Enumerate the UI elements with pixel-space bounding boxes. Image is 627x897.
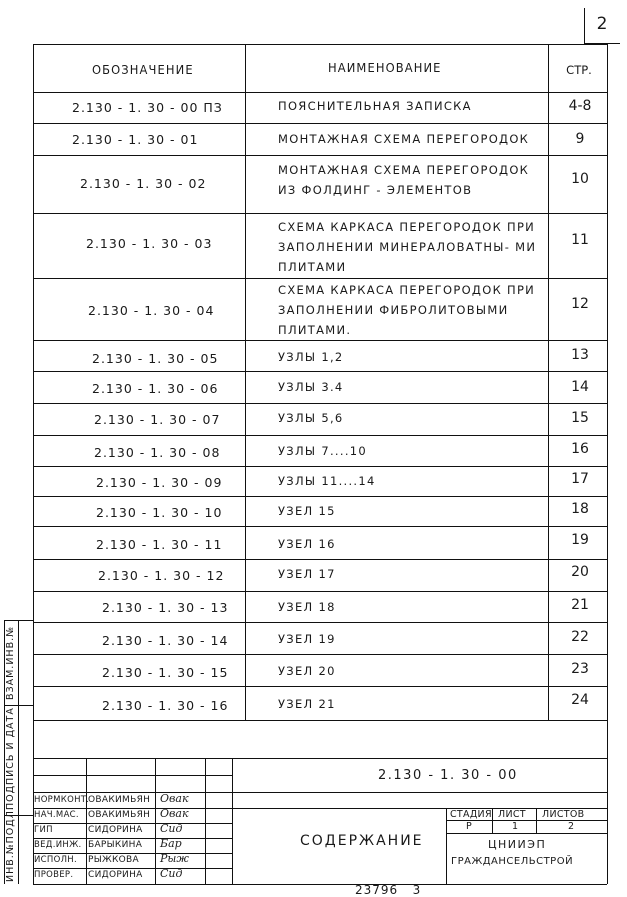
signature: Овак — [160, 807, 189, 820]
row-code: 2.130 - 1. 30 - 11 — [96, 537, 223, 552]
row-code: 2.130 - 1. 30 - 06 — [92, 381, 219, 396]
row-code: 2.130 - 1. 30 - 16 — [102, 698, 229, 713]
row-page: 19 — [571, 532, 589, 548]
row-page: 21 — [571, 597, 589, 613]
row-page: 17 — [571, 471, 589, 487]
role-label: ИСПОЛН. — [34, 855, 77, 865]
row-code: 2.130 - 1. 30 - 02 — [80, 176, 207, 191]
row-code: 2.130 - 1. 30 - 05 — [92, 351, 219, 366]
row-name: УЗЛЫ 5,6 — [278, 411, 344, 425]
sheets-label: ЛИСТОВ — [542, 809, 585, 820]
header-name: НАИМЕНОВАНИЕ — [328, 60, 442, 75]
row-name: ПОЯСНИТЕЛЬНАЯ ЗАПИСКА — [278, 99, 472, 113]
org-line2: ГРАЖДАНСЕЛЬСТРОЙ — [451, 856, 574, 867]
row-code: 2.130 - 1. 30 - 00 ПЗ — [72, 100, 223, 115]
person-name: СИДОРИНА — [88, 825, 143, 835]
contents-table — [33, 44, 607, 758]
signature: Сид — [160, 822, 183, 835]
row-name: УЗЕЛ 21 — [278, 697, 336, 711]
row-code: 2.130 - 1. 30 - 01 — [72, 132, 199, 147]
row-page: 14 — [571, 379, 589, 395]
row-code: 2.130 - 1. 30 - 08 — [94, 445, 221, 460]
row-page: 24 — [571, 692, 589, 708]
header-page: СТР. — [566, 63, 592, 77]
row-name: СХЕМА КАРКАСА ПЕРЕГОРОДОК ПРИ ЗАПОЛНЕНИИ МИНЕРАЛОВАТНЫ- МИ ПЛИТАМИ — [278, 220, 537, 274]
row-name: УЗЕЛ 19 — [278, 632, 336, 646]
row-code: 2.130 - 1. 30 - 12 — [98, 568, 225, 583]
row-name: МОНТАЖНАЯ СХЕМА ПЕРЕГОРОДОК ИЗ ФОЛДИНГ - ЭЛЕМЕНТОВ — [278, 163, 530, 197]
row-name: УЗЕЛ 20 — [278, 664, 336, 678]
role-label: НАЧ.МАС. — [34, 810, 79, 820]
row-name: УЗЕЛ 17 — [278, 567, 336, 581]
row-name: СХЕМА КАРКАСА ПЕРЕГОРОДОК ПРИ ЗАПОЛНЕНИИ ФИБРОЛИТОВЫМИ ПЛИТАМИ. — [278, 283, 536, 337]
row-page: 15 — [571, 410, 589, 426]
row-code: 2.130 - 1. 30 - 03 — [86, 236, 213, 251]
signature: Бар — [160, 837, 182, 850]
sheet-label: ЛИСТ — [498, 809, 526, 820]
sheet-value: 1 — [512, 821, 519, 832]
row-code: 2.130 - 1. 30 - 04 — [88, 303, 215, 318]
sheets-value: 2 — [568, 821, 575, 832]
row-page: 13 — [571, 347, 589, 363]
person-name: СИДОРИНА — [88, 870, 143, 880]
stamp-replace-inv: ВЗАМ.ИНВ.№ — [5, 626, 16, 700]
signature: Овак — [160, 792, 189, 805]
row-name: УЗЛЫ 11....14 — [278, 474, 376, 488]
row-page: 11 — [571, 232, 589, 248]
row-page: 9 — [575, 131, 585, 147]
row-page: 4-8 — [568, 98, 592, 114]
row-page: 22 — [571, 629, 589, 645]
row-page: 12 — [571, 296, 589, 312]
sheet-number: 2 — [596, 14, 608, 34]
stage-label: СТАДИЯ — [450, 809, 492, 820]
row-code: 2.130 - 1. 30 - 13 — [102, 600, 229, 615]
role-label: НОРМКОНТ. — [34, 795, 90, 805]
row-name: УЗЛЫ 7....10 — [278, 444, 368, 458]
row-page: 23 — [571, 661, 589, 677]
row-code: 2.130 - 1. 30 - 10 — [96, 505, 223, 520]
person-name: ОВАКИМЬЯН — [88, 795, 151, 805]
row-name: УЗЛЫ 1,2 — [278, 350, 344, 364]
footer-number: 23796 3 — [355, 883, 422, 897]
row-name: УЗЕЛ 18 — [278, 600, 336, 614]
doc-title: СОДЕРЖАНИЕ — [300, 833, 424, 849]
row-name: УЗЕЛ 15 — [278, 504, 336, 518]
row-page: 18 — [571, 501, 589, 517]
person-name: РЫЖКОВА — [88, 855, 139, 865]
person-name: ОВАКИМЬЯН — [88, 810, 151, 820]
person-name: БАРЫКИНА — [88, 840, 143, 850]
role-label: ПРОВЕР. — [34, 870, 74, 880]
doc-code: 2.130 - 1. 30 - 00 — [378, 768, 518, 783]
row-page: 20 — [571, 564, 589, 580]
row-code: 2.130 - 1. 30 - 14 — [102, 633, 229, 648]
row-page: 10 — [571, 171, 589, 187]
row-page: 16 — [571, 441, 589, 457]
row-name: УЗЛЫ 3.4 — [278, 380, 344, 394]
stage-value: Р — [466, 821, 473, 832]
row-name: МОНТАЖНАЯ СХЕМА ПЕРЕГОРОДОК — [278, 132, 530, 146]
header-designation: ОБОЗНАЧЕНИЕ — [92, 62, 194, 77]
row-code: 2.130 - 1. 30 - 09 — [96, 475, 223, 490]
row-code: 2.130 - 1. 30 - 07 — [94, 412, 221, 427]
signature: Сид — [160, 867, 183, 880]
role-label: ГИП — [34, 825, 53, 835]
row-name: УЗЕЛ 16 — [278, 537, 336, 551]
stamp-inv-original: ИНВ.№ПОДЛ. — [5, 806, 16, 882]
role-label: ВЕД.ИНЖ. — [34, 840, 82, 850]
signature: Рыж — [160, 852, 189, 865]
org-line1: ЦНИИЭП — [488, 838, 547, 851]
stamp-signature-date: ПОДПИСЬ И ДАТА — [5, 707, 16, 810]
row-code: 2.130 - 1. 30 - 15 — [102, 665, 229, 680]
